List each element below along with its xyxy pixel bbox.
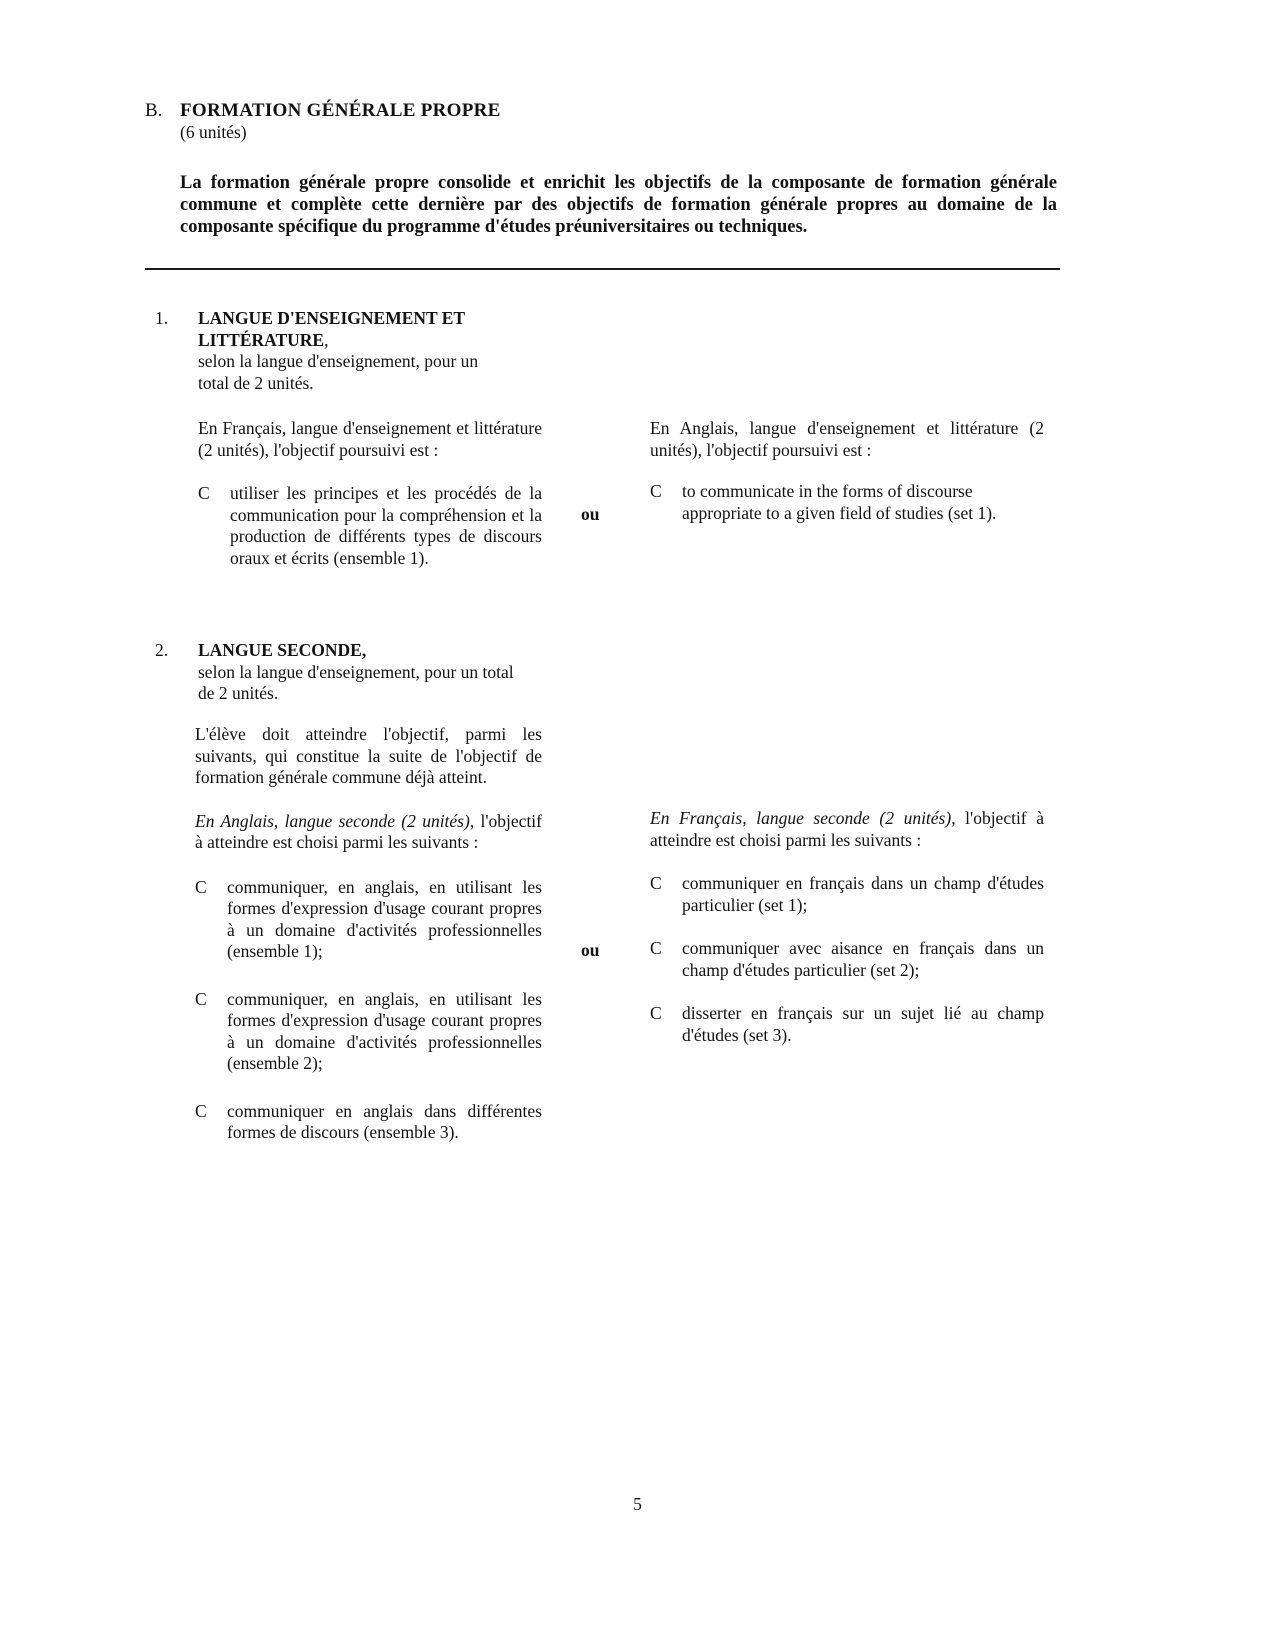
section-2-right-intro: [650, 808, 1044, 851]
bullet-marker: C: [650, 1003, 662, 1023]
bullet-item: [650, 873, 1044, 916]
bullet-item: [195, 877, 542, 963]
section-2-subtitle: selon la langue d'enseignement, pour un total de 2 unités.: [198, 661, 514, 703]
section-2-left-column: [195, 724, 542, 1144]
document-title: FORMATION GÉNÉRALE PROPRE: [180, 100, 501, 121]
section-2-right-intro-italic: En Français, langue seconde (2 unités),: [650, 808, 956, 828]
bullet-item: [650, 481, 1044, 524]
bullet-item: [195, 989, 542, 1075]
section-2-left-intro-rest: l'objectif à atteindre est choisi parmi les suivants :: [195, 810, 542, 852]
bullet-marker: C: [195, 876, 207, 897]
bullet-text: communiquer en français dans un champ d'études particulier (set 1);: [682, 873, 1044, 915]
bullet-text: communiquer en anglais dans différentes formes de discours (ensemble 3).: [227, 1100, 542, 1142]
bullet-text: communiquer avec aisance en français dans un champ d'études particulier (set 2);: [682, 938, 1044, 980]
section-1-subtitle: selon la langue d'enseignement, pour un total de 2 unités.: [198, 351, 479, 393]
section-2-right-column: [650, 808, 1044, 1046]
bullet-item: [650, 1003, 1044, 1046]
connector-ou-1: ou: [581, 504, 600, 524]
section-1-right-intro: En Anglais, langue d'enseignement et littérature (2 unités), l'objectif poursuivi est :: [650, 418, 1044, 460]
page-number: 5: [633, 1494, 642, 1514]
bullet-item: [650, 938, 1044, 981]
section-2-number: 2.: [155, 640, 169, 660]
connector-ou-2: ou: [581, 940, 600, 960]
section-2-title: LANGUE SECONDE,: [198, 640, 367, 660]
section-2-left-intro-italic: En Anglais, langue seconde (2 unités),: [195, 810, 475, 831]
section-1-left-intro: En Français, langue d'enseignement et littérature (2 unités), l'objectif poursuivi est :: [198, 418, 542, 460]
section-2-left-intro: [195, 811, 542, 854]
section-1-right-column: [650, 418, 1044, 524]
bullet-text: disserter en français sur un sujet lié au champ d'études (set 3).: [682, 1003, 1044, 1045]
bullet-text: to communicate in the forms of discourse appropriate to a given field of studies (set 1).: [682, 481, 997, 523]
intro-paragraph: La formation générale propre consolide et enrichit les objectifs de la composante de formation générale commune et complète cette dernière par des objectifs de formation générale propres au domaine de la composante spécifique du programme d'études préuniversitaires ou techniques.: [180, 173, 1057, 237]
header-letter: B.: [145, 100, 163, 121]
section-2-paragraph: L'élève doit atteindre l'objectif, parmi les suivants, qui constitue la suite de l'objectif de formation générale commune déjà atteint.: [195, 724, 542, 787]
bullet-item: [195, 1101, 542, 1144]
section-2-right-intro-rest: l'objectif à atteindre est choisi parmi les suivants :: [650, 808, 1045, 850]
divider-rule: [145, 268, 1060, 270]
section-1-number: 1.: [155, 308, 169, 328]
bullet-marker: C: [650, 938, 662, 958]
bullet-text: communiquer, en anglais, en utilisant les formes d'expression d'usage courant propres à un domaine d'activités professionnelles (ensemble 2);: [227, 988, 542, 1073]
section-1-left-column: [198, 418, 542, 569]
section-1-heading: [155, 308, 495, 394]
bullet-text: utiliser les principes et les procédés de la communication pour la compréhension et la production de différents types de discours oraux et écrits (ensemble 1).: [230, 483, 542, 568]
document-header: [145, 100, 1065, 143]
section-2-heading: [155, 640, 540, 705]
bullet-text: communiquer, en anglais, en utilisant les formes d'expression d'usage courant propres à un domaine d'activités professionnelles (ensemble 1);: [227, 876, 542, 961]
bullet-marker: C: [650, 873, 662, 893]
section-1-title: [198, 308, 488, 351]
bullet-marker: C: [650, 481, 662, 501]
units-label: (6 unités): [180, 121, 247, 142]
bullet-item: [198, 483, 542, 569]
bullet-marker: C: [195, 988, 207, 1009]
bullet-marker: C: [195, 1100, 207, 1121]
section-1-title-comma: ,: [324, 329, 329, 350]
bullet-marker: C: [198, 483, 210, 503]
section-1-title-text: LANGUE D'ENSEIGNEMENT ET LITTÉRATURE: [198, 308, 465, 350]
